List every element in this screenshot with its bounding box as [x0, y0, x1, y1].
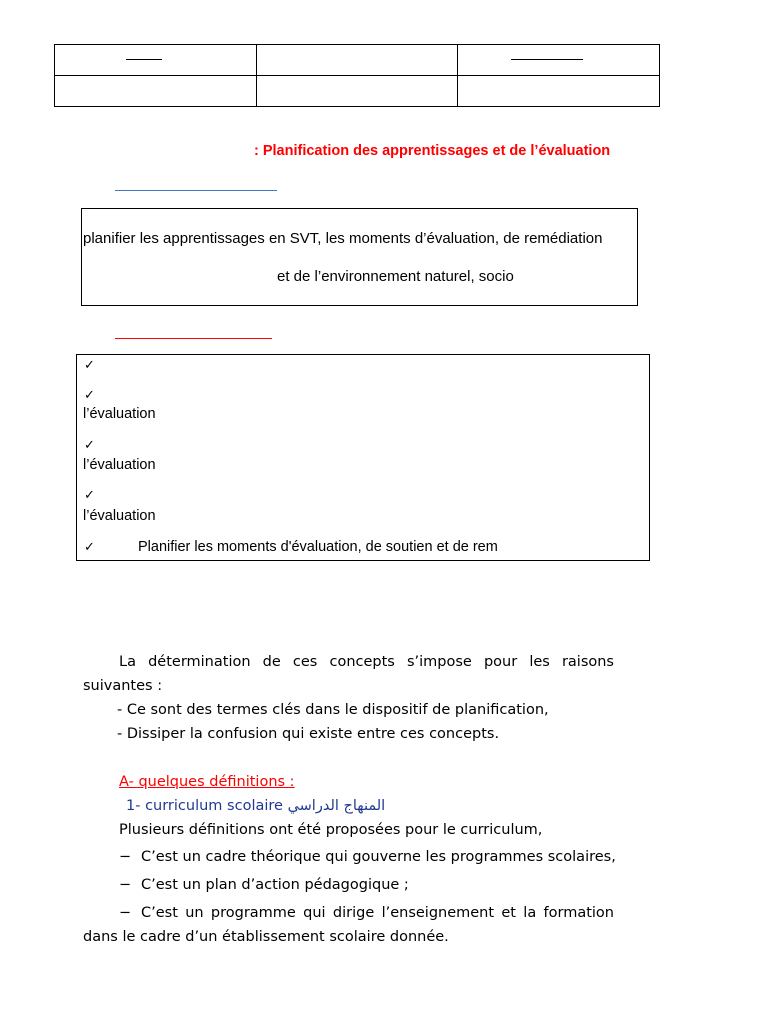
definition-item-text: C’est un plan d’action pédagogique ;	[141, 877, 409, 893]
checkmark-icon: ✓	[84, 437, 95, 452]
dash-bullet: −	[119, 849, 132, 865]
table-cell	[256, 76, 458, 107]
definition-item-3	[119, 901, 614, 925]
checkmark-icon: ✓	[84, 487, 95, 502]
blue-rule	[115, 190, 277, 191]
underline-mark	[126, 59, 162, 60]
definition-item-text: C’est un programme qui dirige l’enseignement et la formation	[141, 905, 614, 921]
objective-line-2: et de l’environnement naturel, socio	[277, 268, 514, 285]
definition-item-3-cont: dans le cadre d’un établissement scolaire donnée.	[83, 929, 449, 945]
checklist-item-text: l’évaluation	[83, 508, 156, 524]
objective-line-1: planifier les apprentissages en SVT, les moments d’évaluation, de remédiation	[83, 230, 603, 247]
definition-item-text: C’est un cadre théorique qui gouverne les programmes scolaires,	[141, 849, 616, 865]
checklist-item-last: Planifier les moments d'évaluation, de soutien et de rem	[138, 539, 498, 555]
checkmark-icon: ✓	[84, 387, 95, 402]
checkmark-icon: ✓	[84, 357, 95, 372]
table-cell	[55, 76, 257, 107]
curriculum-subheading	[126, 794, 385, 818]
objective-box	[81, 208, 638, 306]
table-cell	[55, 45, 257, 76]
checklist-item-text: l’évaluation	[83, 457, 156, 473]
reason-2: - Dissiper la confusion qui existe entre ces concepts.	[117, 726, 500, 742]
definitions-heading-text: A- quelques définitions :	[119, 774, 295, 790]
section-title: : Planification des apprentissages et de l’évaluation	[254, 143, 611, 159]
table-row	[55, 76, 660, 107]
dash-bullet: −	[119, 905, 132, 921]
curriculum-subheading-text: 1- curriculum scolaire	[126, 798, 283, 814]
definition-item-2	[119, 873, 409, 897]
intro-line-1: La détermination de ces concepts s’impose pour les raisons	[119, 654, 614, 670]
definition-item-1	[119, 845, 616, 869]
dash-bullet: −	[119, 877, 132, 893]
underline-mark	[511, 59, 583, 60]
checkmark-icon: ✓	[84, 539, 95, 554]
red-rule	[115, 338, 272, 339]
definitions-intro: Plusieurs définitions ont été proposées pour le curriculum,	[119, 822, 543, 838]
table-cell	[256, 45, 458, 76]
table-cell	[458, 45, 660, 76]
table-row	[55, 45, 660, 76]
checklist-box	[76, 354, 650, 561]
table-cell	[458, 76, 660, 107]
definitions-heading	[119, 770, 295, 794]
curriculum-subheading-arabic: المنهاج الدراسي	[287, 798, 386, 814]
reason-1: - Ce sont des termes clés dans le dispositif de planification,	[117, 702, 549, 718]
checklist-item-text: l’évaluation	[83, 406, 156, 422]
intro-line-2: suivantes :	[83, 678, 163, 694]
header-table	[54, 44, 660, 107]
